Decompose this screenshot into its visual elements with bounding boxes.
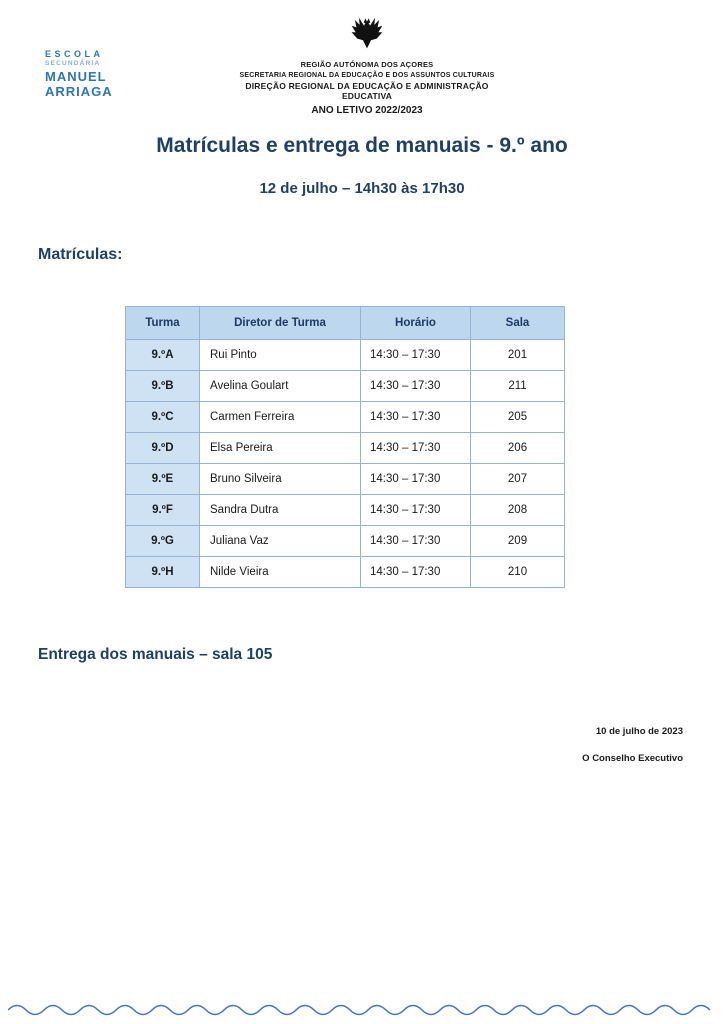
horario-cell: 14:30 – 17:30 [361,402,471,433]
matriculas-heading: Matrículas: [38,246,123,263]
logo-line-secundaria: SECUNDÁRIA [45,60,101,67]
diretor-cell: Elsa Pereira [200,433,361,464]
entrega-heading: Entrega dos manuais – sala 105 [38,646,273,663]
horario-cell: 14:30 – 17:30 [361,371,471,402]
turma-cell: 9.ºG [126,526,200,557]
sala-cell: 210 [471,557,565,588]
sala-cell: 208 [471,495,565,526]
table-row [126,557,565,588]
sala-cell: 209 [471,526,565,557]
diretor-cell: Rui Pinto [200,340,361,371]
gov-line-region: REGIÃO AUTÓNOMA DOS AÇORES [300,60,434,69]
table-body [126,340,565,588]
school-year-label: ANO LETIVO 2022/2023 [311,105,423,116]
diretor-cell: Juliana Vaz [200,526,361,557]
table-row [126,371,565,402]
diretor-cell: Bruno Silveira [200,464,361,495]
turma-cell: 9.ºD [126,433,200,464]
horario-cell: 14:30 – 17:30 [361,557,471,588]
table-row [126,340,565,371]
table-row [126,495,565,526]
horario-cell: 14:30 – 17:30 [361,433,471,464]
azores-goshawk-icon [347,16,387,50]
turma-cell: 9.ºH [126,557,200,588]
logo-line-manuel: MANUEL [45,68,107,84]
horario-cell: 14:30 – 17:30 [361,340,471,371]
table-header-row [126,307,565,340]
header-diretor: Diretor de Turma [200,307,361,340]
turma-cell: 9.ºB [126,371,200,402]
logo-line-escola: ESCOLA [45,49,104,59]
page-subtitle: 12 de julho – 14h30 às 17h30 [259,180,465,197]
gov-line-secretaria: SECRETARIA REGIONAL DA EDUCAÇÃO E DOS ASSUNTOS CULTURAIS [239,71,495,79]
footer-wave-decoration [8,1002,716,1016]
header-turma: Turma [126,307,200,340]
school-logo [45,50,175,112]
turma-cell: 9.ºF [126,495,200,526]
footer-date: 10 de julho de 2023 [595,726,683,737]
table-row [126,526,565,557]
turma-cell: 9.ºE [126,464,200,495]
table-row [126,464,565,495]
diretor-cell: Carmen Ferreira [200,402,361,433]
sala-cell: 211 [471,371,565,402]
header-horario: Horário [361,307,471,340]
footer-signature: O Conselho Executivo [582,753,683,764]
header-sala: Sala [471,307,565,340]
logo-line-arriaga: ARRIAGA [45,83,113,99]
horario-cell: 14:30 – 17:30 [361,464,471,495]
horario-cell: 14:30 – 17:30 [361,495,471,526]
turma-cell: 9.ºC [126,402,200,433]
sala-cell: 205 [471,402,565,433]
page-title: Matrículas e entrega de manuais - 9.º ano [156,134,568,157]
government-header [232,16,502,116]
table-row [126,433,565,464]
sala-cell: 207 [471,464,565,495]
horario-cell: 14:30 – 17:30 [361,526,471,557]
diretor-cell: Avelina Goulart [200,371,361,402]
gov-line-direcao: DIREÇÃO REGIONAL DA EDUCAÇÃO E ADMINISTRAÇÃO EDUCATIVA [245,81,489,101]
table-row [126,402,565,433]
turma-cell: 9.ºA [126,340,200,371]
diretor-cell: Sandra Dutra [200,495,361,526]
diretor-cell: Nilde Vieira [200,557,361,588]
sala-cell: 206 [471,433,565,464]
sala-cell: 201 [471,340,565,371]
matriculas-table [125,306,565,588]
